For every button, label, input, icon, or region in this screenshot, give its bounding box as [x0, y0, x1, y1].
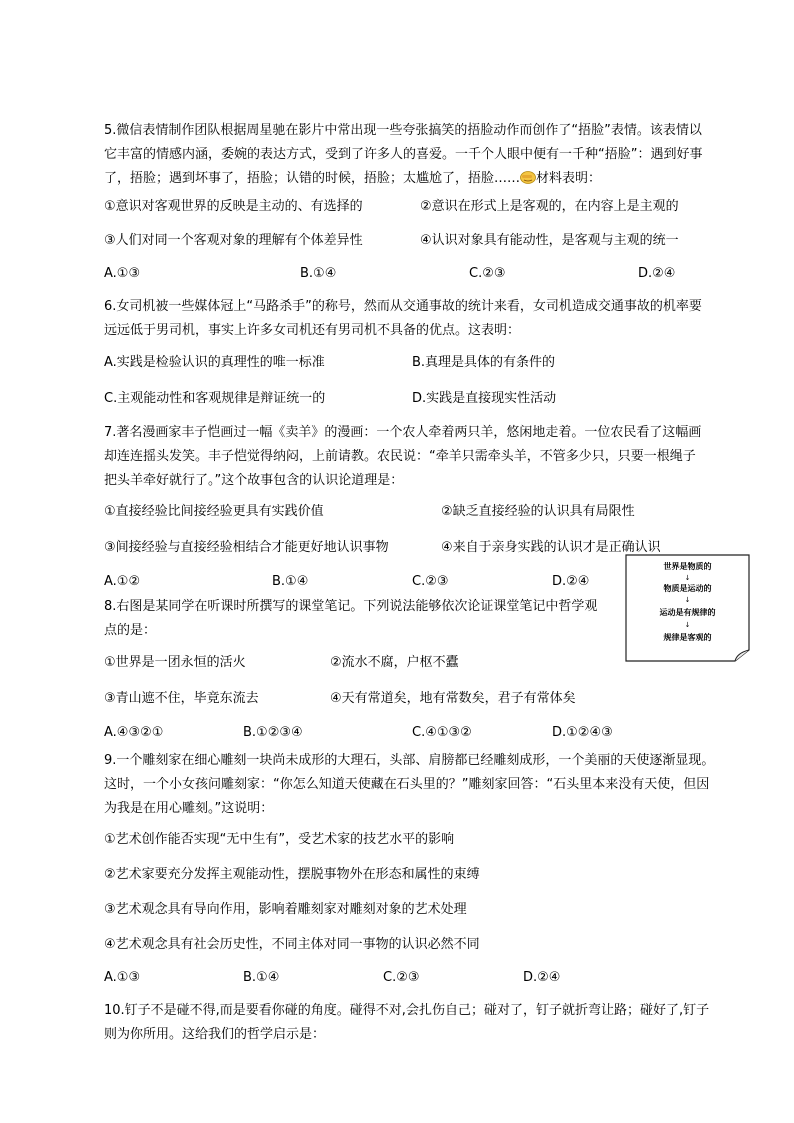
q8-option-1: ①世界是一团永恒的活火 [104, 655, 246, 670]
note-arrow-3: ↓ [684, 621, 691, 629]
q8-choice-b: B.①②③④ [243, 725, 303, 740]
note-line-3: 运动是有规律的 [659, 608, 716, 617]
q6-option-b: B.真理是具体的有条件的 [412, 355, 556, 370]
q5-stem-line-3-text: 了，捂脸；遇到坏事了，捂脸；认错的时候，捂脸；太尴尬了，捂脸…… [104, 171, 521, 186]
q5-choice-b: B.①④ [300, 266, 337, 281]
q10-stem-line-1: 10.钉子不是碰不得,而是要看你碰的角度。碰得不对,会扎伤自己；碰对了，钉子就折弯让路；碰好了,钉子 [104, 1003, 710, 1018]
q5-choice-a: A.①③ [104, 266, 141, 281]
q10-stem-line-2: 则为你所用。这给我们的哲学启示是： [104, 1027, 326, 1042]
q9-option-3: ③艺术观念具有导向作用，影响着雕刻家对雕刻对象的艺术处理 [104, 902, 467, 917]
q6-stem-line-1: 6.女司机被一些媒体冠上“马路杀手”的称号，然而从交通事故的统计来看，女司机造成交通事故的机率要 [104, 299, 702, 314]
q8-option-4: ④天有常道矣，地有常数矣，君子有常体矣 [330, 691, 576, 706]
q9-stem-line-2: 这时，一个小女孩问雕刻家：“你怎么知道天使藏在石头里的？”雕刻家回答：“石头里本来没有天使，但因 [104, 777, 710, 792]
q5-choice-d: D.②④ [638, 266, 676, 281]
q9-option-2: ②艺术家要充分发挥主观能动性，摆脱事物外在形态和属性的束缚 [104, 867, 480, 882]
q8-option-3: ③青山遮不住，毕竟东流去 [104, 691, 259, 706]
q8-stem-line-1: 8.右图是某同学在听课时所撰写的课堂笔记。下列说法能够依次论证课堂笔记中哲学观 [104, 599, 598, 614]
q7-choice-c: C.②③ [412, 574, 449, 589]
q7-stem-line-2: 却连连摇头发笑。丰子恺觉得纳闷，上前请教。农民说：“牵羊只需牵头羊，不管多少只，只要一根绳子 [104, 449, 696, 464]
q7-option-2: ②缺乏直接经验的认识具有局限性 [441, 504, 635, 519]
q5-option-4: ④认识对象具有能动性，是客观与主观的统一 [420, 233, 679, 248]
q8-stem-line-2: 点的是： [104, 623, 157, 638]
class-notes-figure [625, 554, 750, 662]
q9-choice-a: A.①③ [104, 970, 141, 985]
q8-choice-d: D.①②④③ [552, 725, 613, 740]
note-arrow-2: ↓ [684, 596, 691, 604]
q5-stem-line-1: 5.微信表情制作团队根据周星驰在影片中常出现一些夸张搞笑的捂脸动作而创作了“捂脸”表情。该表情以 [104, 123, 702, 138]
q7-choice-b: B.①④ [272, 574, 309, 589]
q5-stem-line-3 [104, 171, 712, 187]
q6-option-a: A.实践是检验认识的真理性的唯一标准 [104, 355, 325, 370]
q9-choice-c: C.②③ [383, 970, 420, 985]
q9-option-1: ①艺术创作能否实现“无中生有”，受艺术家的技艺水平的影响 [104, 832, 455, 847]
q7-option-4: ④来自于亲身实践的认识才是正确认识 [441, 540, 661, 555]
note-arrow-1: ↓ [684, 574, 691, 582]
q8-choice-a: A.④③②① [104, 725, 164, 740]
q9-stem-line-3: 为我是在用心雕刻。”这说明： [104, 801, 274, 816]
q5-option-2: ②意识在形式上是客观的，在内容上是主观的 [420, 199, 679, 214]
q8-choice-c: C.④①③② [412, 725, 472, 740]
q9-stem-line-1: 9.一个雕刻家在细心雕刻一块尚未成形的大理石，头部、肩膀都已经雕刻成形，一个美丽的天使逐渐显现。 [104, 753, 715, 768]
q5-stem-line-2: 它丰富的情感内涵，委婉的表达方式，受到了许多人的喜爱。一千个人眼中便有一千种“捂脸”：遇到好事 [104, 147, 703, 162]
q9-choice-b: B.①④ [243, 970, 280, 985]
note-line-2: 物质是运动的 [663, 584, 712, 593]
q9-choice-d: D.②④ [523, 970, 561, 985]
q6-option-c: C.主观能动性和客观规律是辩证统一的 [104, 391, 326, 406]
q5-option-3: ③人们对同一个客观对象的理解有个体差异性 [104, 233, 363, 248]
note-line-1: 世界是物质的 [663, 562, 712, 571]
q7-choice-d: D.②④ [552, 574, 590, 589]
q8-option-2: ②流水不腐，户枢不蠹 [330, 655, 459, 670]
q7-option-3: ③间接经验与直接经验相结合才能更好地认识事物 [104, 540, 389, 555]
q6-stem-line-2: 远远低于男司机，事实上许多女司机还有男司机不具备的优点。这表明： [104, 323, 521, 338]
note-line-4: 规律是客观的 [663, 633, 712, 642]
q6-option-d: D.实践是直接现实性活动 [412, 391, 557, 406]
q9-option-4: ④艺术观念具有社会历史性，不同主体对同一事物的认识必然不同 [104, 937, 480, 952]
q7-choice-a: A.①② [104, 574, 141, 589]
q5-choice-c: C.②③ [469, 266, 506, 281]
q7-stem-line-3: 把头羊牵好就行了。”这个故事包含的认识论道理是： [104, 473, 404, 488]
q5-option-1: ①意识对客观世界的反映是主动的、有选择的 [104, 199, 363, 214]
facepalm-emoji-icon [520, 171, 536, 184]
q5-stem-line-3-tail: 材料表明： [536, 171, 602, 186]
q7-option-1: ①直接经验比间接经验更具有实践价值 [104, 504, 324, 519]
q7-stem-line-1: 7.著名漫画家丰子恺画过一幅《卖羊》的漫画：一个农人牵着两只羊，悠闲地走着。一位农民看了这幅画 [104, 425, 702, 440]
